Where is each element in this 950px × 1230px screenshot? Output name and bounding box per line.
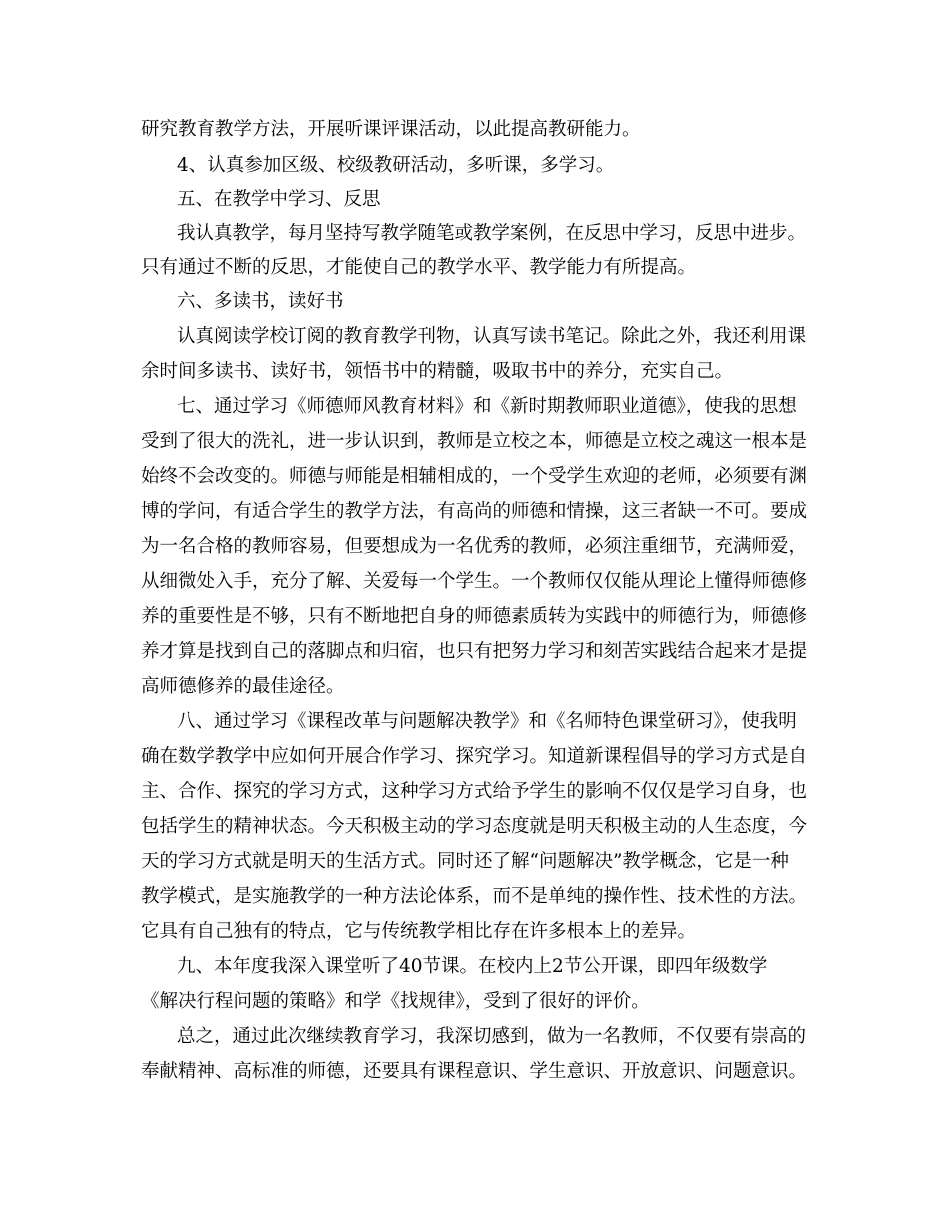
text-line: 余时间多读书、读好书，领悟书中的精髓，吸取书中的养分，充实自己。 — [141, 361, 734, 382]
text-line: 从细微处入手，充分了解、关爱每一个学生。一个教师仅仅能从理论上懂得师德修 — [141, 571, 808, 592]
text-line: 它具有自己独有的特点，它与传统教学相比存在许多根本上的差异。 — [141, 921, 697, 942]
text-line: 六、多读书，读好书 — [177, 291, 344, 312]
text-line: 始终不会改变的。师德与师能是相辅相成的，一个受学生欢迎的老师，必须要有渊 — [141, 466, 808, 487]
text-line: 五、在教学中学习、反思 — [177, 189, 381, 210]
text-line: 教学模式，是实施教学的一种方法论体系，而不是单纯的操作性、技术性的方法。 — [141, 886, 808, 907]
text-line: 认真阅读学校订阅的教育教学刊物，认真写读书笔记。除此之外，我还利用课 — [177, 326, 807, 347]
text-line: 九、本年度我深入课堂听了40节课。在校内上2节公开课，即四年级数学 — [177, 956, 768, 977]
text-line: 养的重要性是不够，只有不断地把自身的师德素质转为实践中的师德行为，师德修 — [141, 606, 808, 627]
text-line: 养才算是找到自己的落脚点和归宿，也只有把努力学习和刻苦实践结合起来才是提 — [141, 641, 808, 662]
text-line: 总之，通过此次继续教育学习，我深切感到，做为一名教师，不仅要有崇高的 — [177, 1026, 807, 1047]
text-line: 确在数学教学中应如何开展合作学习、探究学习。知道新课程倡导的学习方式是自 — [141, 746, 808, 767]
text-line: 为一名合格的教师容易，但要想成为一名优秀的教师，必须注重细节，充满师爱， — [141, 536, 808, 557]
text-line: 受到了很大的洗礼，进一步认识到，教师是立校之本，师德是立校之魂这一根本是 — [141, 431, 808, 452]
text-line: 我认真教学，每月坚持写教学随笔或教学案例，在反思中学习，反思中进步。 — [177, 223, 807, 244]
text-line: 4、认真参加区级、校级教研活动，多听课，多学习。 — [177, 155, 615, 176]
text-line: 博的学问，有适合学生的教学方法，有高尚的师德和情操，这三者缺一不可。要成 — [141, 501, 808, 522]
text-line: 只有通过不断的反思，才能使自己的教学水平、教学能力有所提高。 — [141, 257, 697, 278]
text-line: 高师德修养的最佳途径。 — [141, 676, 345, 697]
text-line: 七、通过学习《师德师风教育材料》和《新时期教师职业道德》，使我的思想 — [177, 396, 797, 417]
text-line: 主、合作、探究的学习方式，这种学习方式给予学生的影响不仅仅是学习自身，也 — [141, 781, 808, 802]
text-line: 天的学习方式就是明天的生活方式。同时还了解“问题解决”教学概念，它是一种 — [141, 851, 789, 872]
text-line: 研究教育教学方法，开展听课评课活动，以此提高教研能力。 — [141, 119, 641, 140]
text-line: 包括学生的精神状态。今天积极主动的学习态度就是明天积极主动的人生态度，今 — [141, 816, 808, 837]
text-line: 《解决行程问题的策略》和学《找规律》，受到了很好的评价。 — [141, 991, 650, 1012]
text-line: 奉献精神、高标准的师德，还要具有课程意识、学生意识、开放意识、问题意识。 — [141, 1061, 808, 1082]
text-line: 八、通过学习《课程改革与问题解决教学》和《名师特色课堂研习》，使我明 — [177, 711, 797, 732]
